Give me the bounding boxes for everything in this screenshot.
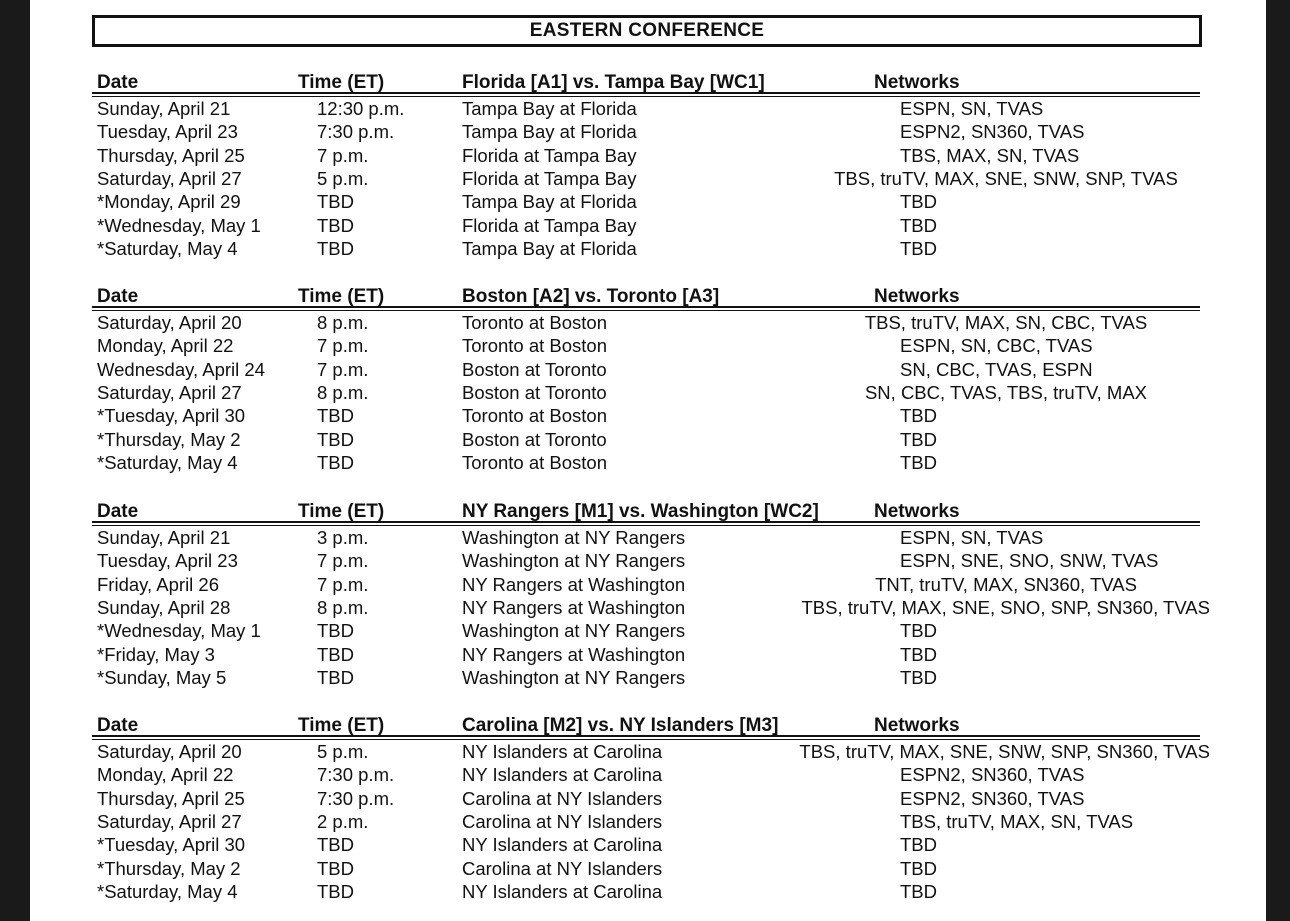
cell-date: *Wednesday, May 1 bbox=[97, 214, 261, 236]
cell-date: Thursday, April 25 bbox=[97, 144, 245, 166]
cell-date: Friday, April 26 bbox=[97, 573, 220, 595]
cell-networks: TBD bbox=[900, 643, 937, 665]
cell-time: TBD bbox=[317, 880, 354, 902]
cell-time: TBD bbox=[317, 857, 354, 879]
cell-game: Carolina at NY Islanders bbox=[462, 810, 663, 832]
cell-game: Boston at Toronto bbox=[462, 358, 607, 380]
header-rule bbox=[92, 92, 1200, 94]
cell-networks: TBD bbox=[900, 214, 937, 236]
cell-game: NY Rangers at Washington bbox=[462, 643, 686, 665]
cell-time: 7:30 p.m. bbox=[317, 764, 395, 786]
cell-time: 8 p.m. bbox=[317, 596, 369, 618]
cell-date: Monday, April 22 bbox=[97, 335, 234, 357]
conference-title: EASTERN CONFERENCE bbox=[92, 15, 1202, 47]
cell-date: *Monday, April 29 bbox=[97, 191, 241, 213]
cell-networks: SN, CBC, TVAS, ESPN bbox=[900, 358, 1093, 380]
cell-time: 7 p.m. bbox=[317, 335, 369, 357]
cell-date: *Wednesday, May 1 bbox=[97, 620, 261, 642]
cell-game: Tampa Bay at Florida bbox=[462, 121, 637, 143]
cell-game: Florida at Tampa Bay bbox=[462, 144, 637, 166]
cell-game: Tampa Bay at Florida bbox=[462, 237, 637, 259]
cell-game: Toronto at Boston bbox=[462, 335, 608, 357]
cell-networks: TBD bbox=[900, 237, 937, 259]
cell-time: 7:30 p.m. bbox=[317, 787, 395, 809]
cell-date: Saturday, April 27 bbox=[97, 810, 242, 832]
header-time: Time (ET) bbox=[298, 286, 385, 307]
cell-networks: TBD bbox=[900, 451, 937, 473]
cell-time: 8 p.m. bbox=[317, 312, 369, 333]
cell-networks: TBS, MAX, SN, TVAS bbox=[900, 144, 1080, 166]
table-row bbox=[30, 833, 1266, 856]
table-row bbox=[30, 144, 1266, 167]
table-row bbox=[30, 451, 1266, 474]
cell-game: Washington at NY Rangers bbox=[462, 666, 686, 688]
cell-networks: ESPN, SN, TVAS bbox=[900, 527, 1044, 548]
table-row bbox=[30, 619, 1266, 642]
header-date: Date bbox=[97, 715, 139, 736]
table-row bbox=[30, 120, 1266, 143]
cell-networks: TBD bbox=[900, 666, 937, 688]
cell-time: TBD bbox=[317, 214, 354, 236]
cell-networks: TBD bbox=[900, 620, 937, 642]
table-row bbox=[30, 404, 1266, 427]
cell-networks: TBD bbox=[900, 191, 937, 213]
cell-date: *Tuesday, April 30 bbox=[97, 405, 246, 427]
cell-networks: ESPN, SNE, SNO, SNW, TVAS bbox=[900, 550, 1159, 572]
cell-date: Saturday, April 20 bbox=[97, 312, 242, 333]
cell-game: Washington at NY Rangers bbox=[462, 620, 686, 642]
table-row bbox=[30, 358, 1266, 381]
cell-game: Florida at Tampa Bay bbox=[462, 214, 637, 236]
cell-game: NY Islanders at Carolina bbox=[462, 764, 663, 786]
cell-time: TBD bbox=[317, 451, 354, 473]
cell-game: Toronto at Boston bbox=[462, 451, 608, 473]
cell-date: *Thursday, May 2 bbox=[97, 857, 241, 879]
cell-networks: TBD bbox=[900, 405, 937, 427]
cell-date: *Sunday, May 5 bbox=[97, 666, 227, 688]
table-row bbox=[30, 740, 1266, 763]
header-networks: Networks bbox=[874, 715, 960, 736]
table-row bbox=[30, 97, 1266, 120]
cell-time: 3 p.m. bbox=[317, 527, 369, 548]
cell-time: 7 p.m. bbox=[317, 358, 369, 380]
table-row bbox=[30, 381, 1266, 404]
cell-time: 12:30 p.m. bbox=[317, 98, 405, 119]
cell-time: TBD bbox=[317, 237, 354, 259]
table-row bbox=[30, 526, 1266, 549]
cell-game: NY Rangers at Washington bbox=[462, 573, 686, 595]
cell-time: 2 p.m. bbox=[317, 810, 369, 832]
cell-time: 7 p.m. bbox=[317, 144, 369, 166]
cell-networks: ESPN2, SN360, TVAS bbox=[900, 787, 1085, 809]
table-row bbox=[30, 666, 1266, 689]
cell-time: TBD bbox=[317, 428, 354, 450]
cell-date: Thursday, April 25 bbox=[97, 787, 245, 809]
table-row bbox=[30, 643, 1266, 666]
cell-date: *Tuesday, April 30 bbox=[97, 834, 246, 856]
table-row bbox=[30, 810, 1266, 833]
cell-time: 7 p.m. bbox=[317, 573, 369, 595]
cell-networks: SN, CBC, TVAS, TBS, truTV, MAX bbox=[864, 381, 1148, 403]
table-row bbox=[30, 334, 1266, 357]
cell-game: NY Rangers at Washington bbox=[462, 596, 686, 618]
header-rule bbox=[92, 306, 1200, 308]
cell-networks: TBD bbox=[900, 834, 937, 856]
cell-game: NY Islanders at Carolina bbox=[462, 741, 663, 762]
cell-time: TBD bbox=[317, 643, 354, 665]
header-networks: Networks bbox=[874, 286, 960, 307]
cell-networks: TNT, truTV, MAX, SN360, TVAS bbox=[875, 573, 1137, 595]
cell-date: Wednesday, April 24 bbox=[97, 358, 265, 380]
header-networks: Networks bbox=[874, 72, 960, 93]
cell-date: Sunday, April 21 bbox=[97, 527, 231, 548]
cell-networks: ESPN, SN, CBC, TVAS bbox=[900, 335, 1093, 357]
cell-game: Tampa Bay at Florida bbox=[462, 98, 637, 119]
cell-date: Monday, April 22 bbox=[97, 764, 234, 786]
header-rule bbox=[92, 521, 1200, 523]
cell-game: Carolina at NY Islanders bbox=[462, 787, 663, 809]
table-row bbox=[30, 880, 1266, 903]
cell-networks: TBS, truTV, MAX, SN, TVAS bbox=[900, 810, 1134, 832]
table-row bbox=[30, 596, 1266, 619]
cell-date: *Saturday, May 4 bbox=[97, 880, 238, 902]
cell-networks: TBD bbox=[900, 857, 937, 879]
header-time: Time (ET) bbox=[298, 501, 385, 522]
table-row bbox=[30, 763, 1266, 786]
header-date: Date bbox=[97, 286, 139, 307]
cell-networks: TBS, truTV, MAX, SNE, SNO, SNP, SN360, TVAS bbox=[801, 596, 1210, 618]
cell-game: Boston at Toronto bbox=[462, 428, 607, 450]
table-row bbox=[30, 857, 1266, 880]
cell-game: Washington at NY Rangers bbox=[462, 550, 686, 572]
cell-game: Tampa Bay at Florida bbox=[462, 191, 637, 213]
document-page bbox=[30, 0, 1266, 921]
cell-networks: TBS, truTV, MAX, SNE, SNW, SNP, SN360, TVAS bbox=[799, 741, 1210, 762]
cell-networks: TBS, truTV, MAX, SNE, SNW, SNP, TVAS bbox=[834, 167, 1178, 189]
header-date: Date bbox=[97, 72, 139, 93]
header-date: Date bbox=[97, 501, 139, 522]
cell-networks: ESPN, SN, TVAS bbox=[900, 98, 1044, 119]
cell-time: 7:30 p.m. bbox=[317, 121, 395, 143]
cell-time: 5 p.m. bbox=[317, 167, 369, 189]
cell-game: Washington at NY Rangers bbox=[462, 527, 686, 548]
cell-game: Toronto at Boston bbox=[462, 312, 608, 333]
cell-time: TBD bbox=[317, 620, 354, 642]
header-networks: Networks bbox=[874, 501, 960, 522]
cell-date: Saturday, April 27 bbox=[97, 381, 242, 403]
cell-date: Tuesday, April 23 bbox=[97, 550, 238, 572]
cell-date: Tuesday, April 23 bbox=[97, 121, 238, 143]
table-row bbox=[30, 549, 1266, 572]
cell-networks: TBD bbox=[900, 428, 937, 450]
header-time: Time (ET) bbox=[298, 72, 385, 93]
cell-game: Boston at Toronto bbox=[462, 381, 607, 403]
table-row bbox=[30, 311, 1266, 334]
cell-time: TBD bbox=[317, 666, 354, 688]
cell-date: *Friday, May 3 bbox=[97, 643, 215, 665]
cell-date: *Saturday, May 4 bbox=[97, 451, 238, 473]
cell-game: NY Islanders at Carolina bbox=[462, 834, 663, 856]
table-row bbox=[30, 190, 1266, 213]
cell-game: NY Islanders at Carolina bbox=[462, 880, 663, 902]
cell-date: *Saturday, May 4 bbox=[97, 237, 238, 259]
table-row bbox=[30, 214, 1266, 237]
cell-date: *Thursday, May 2 bbox=[97, 428, 241, 450]
cell-date: Saturday, April 27 bbox=[97, 167, 242, 189]
table-row bbox=[30, 167, 1266, 190]
header-matchup: Boston [A2] vs. Toronto [A3] bbox=[462, 286, 720, 307]
cell-date: Saturday, April 20 bbox=[97, 741, 242, 762]
cell-networks: ESPN2, SN360, TVAS bbox=[900, 764, 1085, 786]
cell-networks: TBD bbox=[900, 880, 937, 902]
table-row bbox=[30, 237, 1266, 260]
cell-date: Sunday, April 28 bbox=[97, 596, 231, 618]
header-matchup: NY Rangers [M1] vs. Washington [WC2] bbox=[462, 501, 819, 522]
cell-game: Toronto at Boston bbox=[462, 405, 608, 427]
cell-game: Carolina at NY Islanders bbox=[462, 857, 663, 879]
header-time: Time (ET) bbox=[298, 715, 385, 736]
table-row bbox=[30, 428, 1266, 451]
table-row bbox=[30, 787, 1266, 810]
cell-time: TBD bbox=[317, 191, 354, 213]
table-row bbox=[30, 573, 1266, 596]
cell-time: 5 p.m. bbox=[317, 741, 369, 762]
cell-networks: TBS, truTV, MAX, SN, CBC, TVAS bbox=[864, 312, 1148, 333]
cell-time: TBD bbox=[317, 834, 354, 856]
cell-time: TBD bbox=[317, 405, 354, 427]
cell-networks: ESPN2, SN360, TVAS bbox=[900, 121, 1085, 143]
cell-date: Sunday, April 21 bbox=[97, 98, 231, 119]
cell-time: 7 p.m. bbox=[317, 550, 369, 572]
header-rule bbox=[92, 735, 1200, 737]
cell-game: Florida at Tampa Bay bbox=[462, 167, 637, 189]
header-matchup: Carolina [M2] vs. NY Islanders [M3] bbox=[462, 715, 779, 736]
header-matchup: Florida [A1] vs. Tampa Bay [WC1] bbox=[462, 72, 765, 93]
cell-time: 8 p.m. bbox=[317, 381, 369, 403]
